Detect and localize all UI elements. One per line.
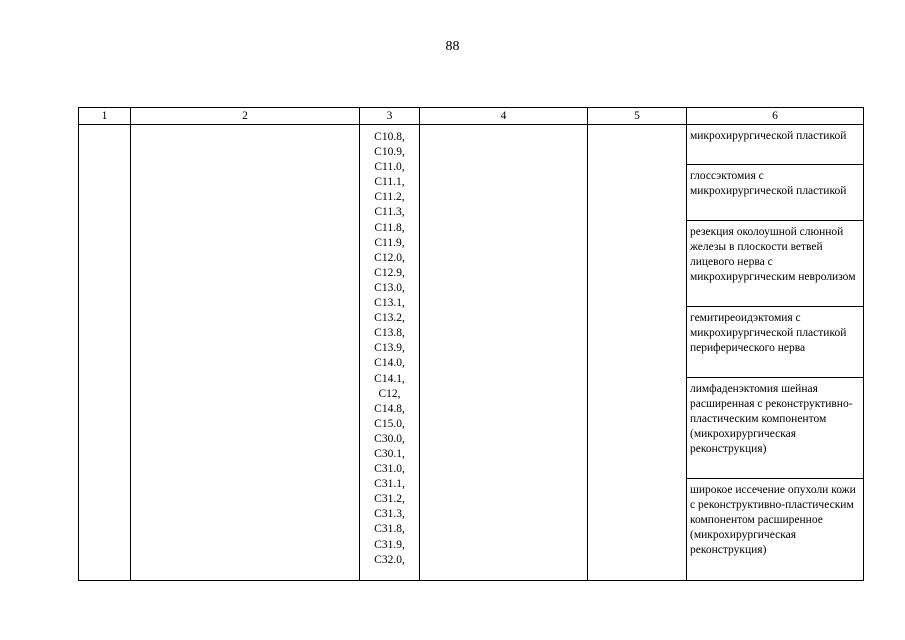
header-col-4: 4 — [420, 108, 588, 125]
header-col-3: 3 — [360, 108, 420, 125]
icd-code: C31.9, — [374, 538, 405, 551]
cell-col-2 — [131, 125, 360, 581]
procedure-item: микрохирургической пластикой — [687, 125, 863, 165]
icd-code: C14.1, — [374, 372, 405, 385]
icd-code: C13.8, — [374, 327, 405, 340]
icd-code: C11.9, — [374, 236, 405, 249]
table-row — [79, 125, 864, 581]
icd-code: C12.0, — [374, 251, 405, 264]
icd-codes-cell — [360, 125, 420, 581]
icd-code: C31.2, — [374, 493, 405, 506]
icd-code: C14.0, — [374, 357, 405, 370]
icd-code: C13.1, — [374, 297, 405, 310]
header-col-1: 1 — [79, 108, 131, 125]
procedure-item: гемитиреоидэктомия с микрохирургической пластикой периферического нерва — [687, 307, 863, 378]
procedure-list — [687, 125, 863, 580]
icd-code: C31.1, — [374, 478, 405, 491]
cell-col-4 — [420, 125, 588, 581]
icd-code: C31.3, — [374, 508, 405, 521]
icd-code: C10.9, — [374, 146, 405, 159]
icd-code: C31.8, — [374, 523, 405, 536]
icd-code: C13.2, — [374, 312, 405, 325]
icd-code: C10.8, — [374, 131, 405, 143]
procedures-cell — [687, 125, 864, 581]
procedure-item: глоссэктомия с микрохирургической пластикой — [687, 165, 863, 221]
icd-code: C13.9, — [374, 342, 405, 355]
cell-col-1 — [79, 125, 131, 581]
icd-code: C14.8, — [374, 402, 405, 415]
icd-code: C13.0, — [374, 281, 405, 294]
cell-col-5 — [588, 125, 687, 581]
procedure-item: широкое иссечение опухоли кожи с реконструктивно-пластическим компонентом расширенное (микрохирургическая реконструкция) — [690, 484, 856, 556]
icd-code: C11.8, — [374, 221, 405, 234]
icd-code: C30.1, — [374, 447, 405, 460]
icd-code: C31.0, — [374, 463, 405, 476]
icd-code: C12, — [378, 387, 401, 400]
header-row — [79, 108, 864, 125]
icd-code: C11.1, — [374, 176, 405, 189]
page-number: 88 — [445, 39, 460, 54]
icd-code: C11.3, — [374, 206, 405, 219]
icd-code: C12.9, — [374, 266, 405, 279]
procedure-item: лимфаденэктомия шейная расширенная с реконструктивно-пластическим компонентом (микрохирургическая реконструкция) — [687, 378, 863, 479]
header-col-5: 5 — [588, 108, 687, 125]
procedure-item: резекция околоушной слюнной железы в плоскости ветвей лицевого нерва с микрохирургическим невролизом — [687, 221, 863, 307]
procedures-table — [78, 107, 864, 581]
icd-code: C15.0, — [374, 417, 405, 430]
icd-code: C11.2, — [374, 191, 405, 204]
header-col-2: 2 — [131, 108, 360, 125]
icd-code: C32.0, — [374, 553, 405, 566]
header-col-6: 6 — [687, 108, 864, 125]
icd-code: C30.0, — [374, 432, 405, 445]
icd-code: C11.0, — [374, 161, 405, 174]
